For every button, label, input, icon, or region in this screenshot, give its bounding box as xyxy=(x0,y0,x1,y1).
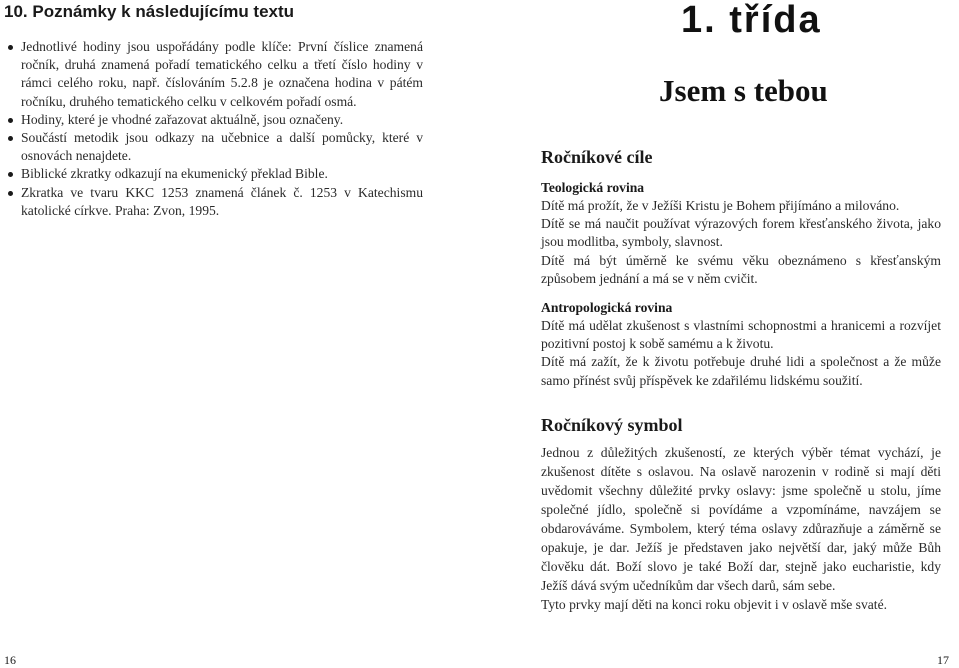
symbol-paragraph: Jednou z důležitých zkušeností, ze kterých výběr témat vychází, je zkušenost dítěte s oslavou. Na oslavě narozenin v rodině si mají děti uvědomit všechny důležité prvky oslavy: jsme společně u stolu, jíme společné jídlo, společně si povídáme a vzpomínáme, navzájem se obdarováváme. Symbolem, který téma oslavy zdůrazňuje a záměrně se opakuje, je dar. Ježíš je představen jako největší dar, jaký může Bůh člověku dát. Boží slovo je také Boží dar, stejně jako eucharistie, kdy Ježíš dává svým učedníkům dar všech darů, sám sebe. xyxy=(541,445,941,593)
bullet-icon xyxy=(8,191,13,196)
anthropological-paragraph: Dítě má zažít, že k životu potřebuje druhé lidi a společnost a že může samo přínést svůj příspěvek ke zdařilému lidskému soužití. xyxy=(541,354,941,388)
theological-paragraph: Dítě má prožít, že v Ježíši Kristu je Bohem přijímáno a milováno. xyxy=(541,198,900,213)
symbol-paragraph: Tyto prvky mají děti na konci roku objevit i v oslavě mše svaté. xyxy=(541,597,887,612)
grade-title: 1. třída xyxy=(681,0,822,41)
list-item xyxy=(8,38,423,111)
anthropological-section xyxy=(541,299,941,390)
theological-paragraph: Dítě má být úměrně ke svému věku obeznámeno s křesťanským způsobem jednání a má se v něm cvičit. xyxy=(541,252,941,286)
page-number-left: 16 xyxy=(4,653,16,667)
theological-section xyxy=(541,179,941,288)
note-text: Hodiny, které je vhodné zařazovat aktuálně, jsou označeny. xyxy=(21,111,344,127)
list-item xyxy=(8,129,423,165)
notes-list xyxy=(8,38,423,220)
note-text: Biblické zkratky odkazují na ekumenický překlad Bible. xyxy=(21,166,328,182)
anthropological-paragraph: Dítě má udělat zkušenost s vlastními schopnostmi a hranicemi a rozvíjet pozitivní postoj k sobě samému a k životu. xyxy=(541,318,941,352)
note-text: Zkratka ve tvaru KKC 1253 znamená článek č. 1253 v Katechismu katolické církve. Praha: Zvon, 1995. xyxy=(21,184,423,218)
bullet-icon xyxy=(8,136,13,141)
bullet-icon xyxy=(8,172,13,177)
section-heading: 10. Poznámky k následujícímu textu xyxy=(4,2,295,21)
symbol-heading: Ročníkový symbol xyxy=(541,415,683,435)
left-page xyxy=(0,0,479,668)
list-item xyxy=(8,111,423,129)
anthropological-heading: Antropologická rovina xyxy=(541,300,673,315)
symbol-section xyxy=(541,443,941,614)
goals-heading: Ročníkové cíle xyxy=(541,147,653,167)
theological-heading: Teologická rovina xyxy=(541,180,645,195)
bullet-icon xyxy=(8,118,13,123)
list-item xyxy=(8,184,423,220)
page-number-right: 17 xyxy=(937,653,949,667)
unit-title: Jsem s tebou xyxy=(659,73,828,108)
note-text: Jednotlivé hodiny jsou uspořádány podle klíče: První číslice znamená ročník, druhá znamená pořadí tematického celku a třetí číslo hodiny v rámci celého roku, např. číslováním 5.2.8 je označena hodina v pátém ročníku, druhého tematického celku v celkovém pořadí osmá. xyxy=(21,39,423,109)
list-item xyxy=(8,165,423,183)
note-text: Součástí metodik jsou odkazy na učebnice a další pomůcky, které v osnovách nenajdete. xyxy=(21,130,423,164)
theological-paragraph: Dítě se má naučit používat výrazových forem křesťanského života, jako jsou modlitba, symboly, slavnost. xyxy=(541,216,941,250)
right-page xyxy=(479,0,959,668)
bullet-icon xyxy=(8,45,13,50)
